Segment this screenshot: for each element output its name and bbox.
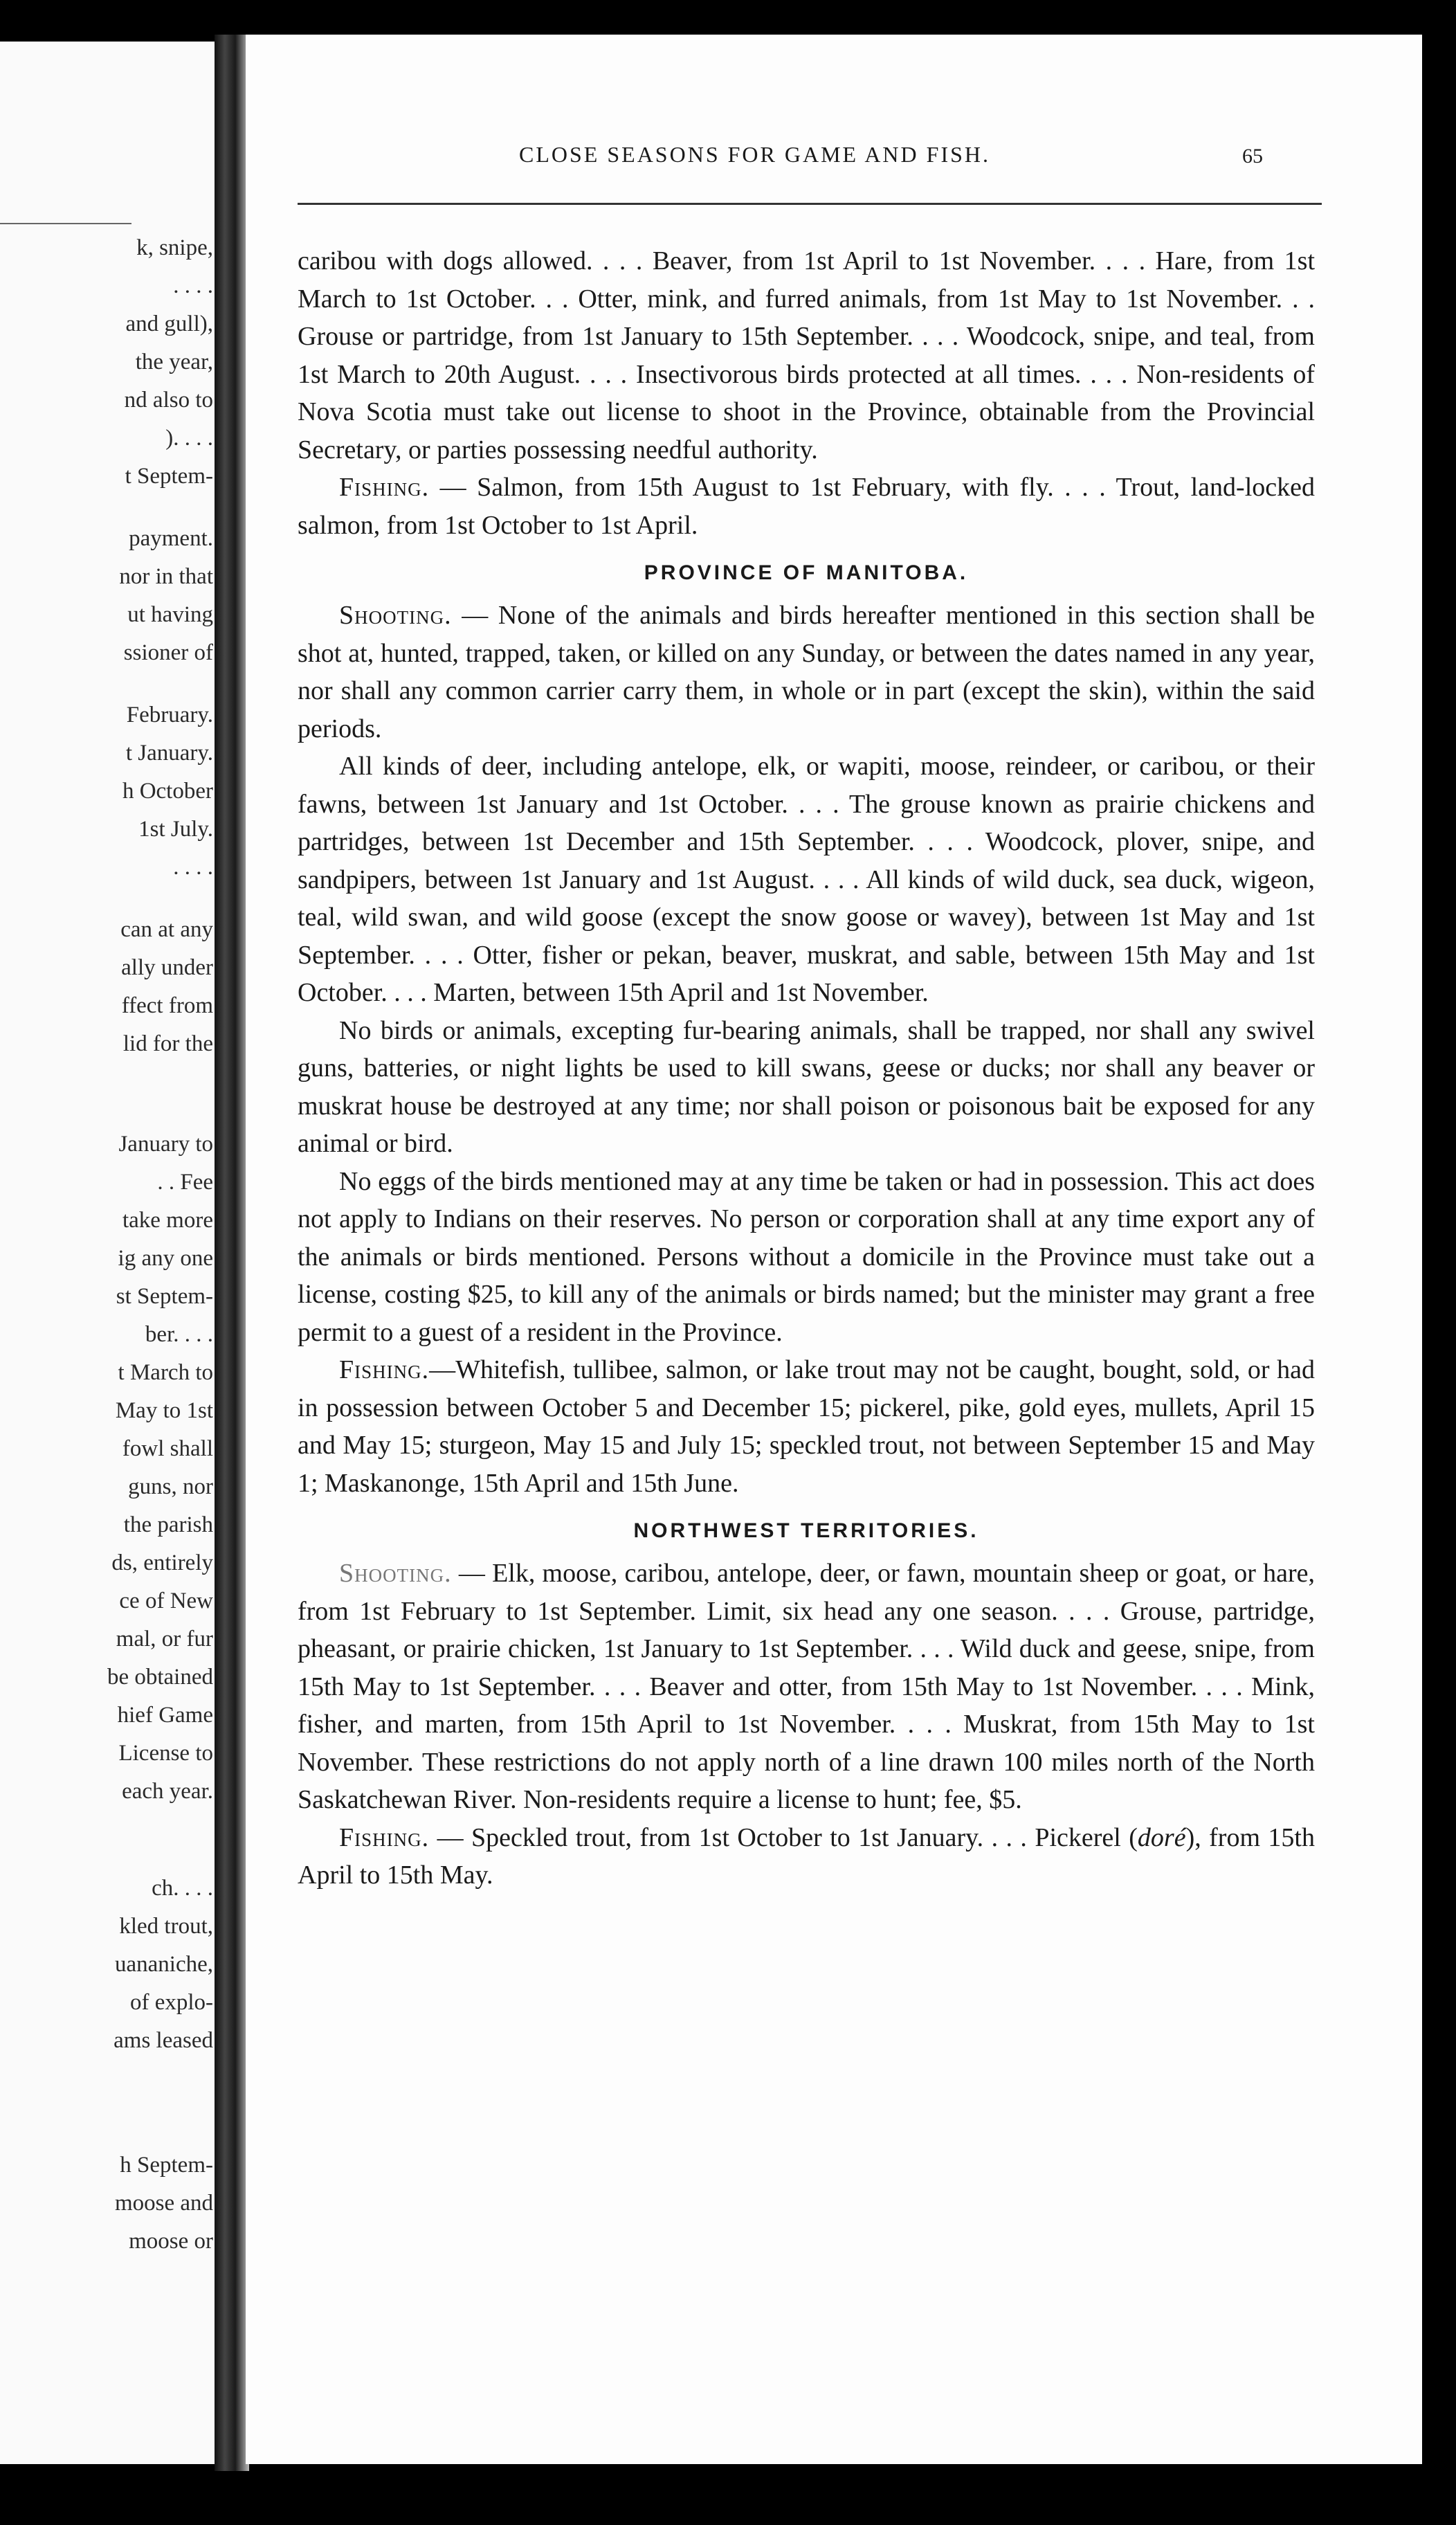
northwest-shooting xyxy=(298,1555,1315,1819)
facing-page-line: January to xyxy=(118,1132,213,1157)
facing-page-line: ber. . . . xyxy=(145,1322,213,1347)
facing-page-line: 1st July. xyxy=(138,817,213,842)
facing-page-line: ch. . . . xyxy=(152,1876,213,1901)
facing-page-line: can at any xyxy=(120,917,213,942)
facing-page-line: . . . . xyxy=(173,273,213,298)
facing-page-line: the year, xyxy=(135,350,213,374)
page-number: 65 xyxy=(1242,145,1263,168)
facing-page-line: kled trout, xyxy=(119,1914,213,1939)
facing-page-line: February. xyxy=(126,703,213,727)
facing-page-line: t March to xyxy=(118,1360,213,1385)
nova-scotia-fishing xyxy=(298,469,1315,544)
facing-page-line: be obtained xyxy=(107,1665,213,1690)
facing-page-line: mal, or fur xyxy=(116,1627,213,1651)
facing-page-line: ). . . . xyxy=(165,426,213,451)
shooting-text: — None of the animals and birds hereafter mentioned in this section shall be shot at, hunted, trapped, taken, or killed on any Sunday, or between the dates named in any year, nor shall any common carrier carry them, in whole or in part (except the skin), within the said periods. xyxy=(298,601,1316,743)
facing-page-line: take more xyxy=(122,1208,213,1233)
facing-page-line: the parish xyxy=(123,1512,213,1537)
facing-page-line: May to 1st xyxy=(115,1398,213,1423)
facing-page-line: ce of New xyxy=(119,1589,213,1613)
header-rule xyxy=(298,203,1322,205)
page xyxy=(246,35,1422,2464)
facing-page-line: ds, entirely xyxy=(111,1550,213,1575)
fishing-end: ), from 15th April to 15th May. xyxy=(298,1822,1315,1890)
facing-page-rule xyxy=(0,223,131,224)
facing-page-line: ig any one xyxy=(118,1246,213,1271)
facing-page-line: fowl shall xyxy=(122,1436,213,1461)
facing-page-line: License to xyxy=(118,1741,213,1766)
facing-page-line: of explo- xyxy=(129,1990,213,2015)
fishing-text: — Salmon, from 15th August to 1st February, with fly. . . . Trout, land-locked salmon, from 1st October to 1st April. xyxy=(298,473,1315,540)
manitoba-paragraph-2: All kinds of deer, including antelope, elk, or wapiti, moose, reindeer, or caribou, or their fawns, between 1st January and 1st October. . . . The grouse known as prairie chickens and partridges, between 1st December and 15th September. . . . Woodcock, plover, snipe, and sandpipers, between 1st January and 1st August. . . . All kinds of wild duck, sea duck, wigeon, teal, wild swan, and wild goose (except the snow goose or wavey), between 1st May and 1st September. . . . Otter, fisher or pekan, beaver, muskrat, and sable, between 15th May and 1st October. . . . Marten, between 15th April and 1st November. xyxy=(298,752,1315,1007)
facing-page-line: guns, nor xyxy=(128,1474,213,1499)
manitoba-shooting xyxy=(298,597,1315,748)
facing-page-line: ams leased xyxy=(113,2028,213,2053)
facing-page xyxy=(0,42,233,2464)
facing-page-line: hief Game xyxy=(117,1703,213,1728)
manitoba-heading: PROVINCE OF MANITOBA. xyxy=(644,561,969,584)
facing-page-line: t Septem- xyxy=(125,464,213,489)
facing-page-line: payment. xyxy=(129,526,213,551)
running-title: CLOSE SEASONS FOR GAME AND FISH. xyxy=(519,142,990,167)
fishing-text: —Whitefish, tullibee, salmon, or lake trout may not be caught, bought, sold, or had in possession between October 5 and December 15; pickerel, pike, gold eyes, mullets, April 15 and May 15; sturgeon, May 15 and July 15; speckled trout, not between September 15 and May 1; Maskanonge, 15th April and 15th June. xyxy=(298,1355,1315,1498)
facing-page-line: ut having xyxy=(127,602,213,627)
shooting-label: Shooting. xyxy=(339,601,452,630)
facing-page-line: h October xyxy=(122,779,213,804)
facing-page-line: each year. xyxy=(122,1779,213,1804)
facing-page-line: h Septem- xyxy=(120,2153,213,2178)
facing-page-line: and gull), xyxy=(125,311,213,336)
northwest-fishing xyxy=(298,1819,1315,1894)
shooting-label: Shooting. xyxy=(339,1559,452,1588)
facing-page-line: k, snipe, xyxy=(136,235,213,260)
running-header xyxy=(246,142,1284,177)
facing-page-line: moose or xyxy=(129,2229,213,2254)
fishing-italic: doré xyxy=(1137,1822,1186,1852)
book-gutter xyxy=(215,35,249,2471)
fishing-label: Fishing. xyxy=(339,1355,430,1384)
nova-scotia-paragraph: caribou with dogs allowed. . . . Beaver, from 1st April to 1st November. . . . Hare, from 1st March to 1st October. . . Otter, mink, and furred animals, from 1st May to 1st November. . . Grouse or partridge, from 1st January to 15th September. . . . Woodcock, snipe, and teal, from 1st March to 20th August. . . . Insectivorous birds protected at all times. . . . Non-residents of Nova Scotia must take out license to shoot in the Province, obtainable from the Provincial Secretary, or parties possessing needful authority. xyxy=(298,246,1315,464)
facing-page-line: ssioner of xyxy=(123,640,213,665)
facing-page-line: t January. xyxy=(125,741,213,766)
facing-page-line: . . Fee xyxy=(157,1170,213,1195)
manitoba-paragraph-4: No eggs of the birds mentioned may at any time be taken or had in possession. This act does not apply to Indians on their reserves. No person or corporation shall at any time export any of the animals or birds mentioned. Persons without a domicile in the Province must take out a license, costing $25, to kill any of the animals or birds named; but the minister may grant a free permit to a guest of a resident in the Province. xyxy=(298,1166,1315,1347)
northwest-heading: NORTHWEST TERRITORIES. xyxy=(633,1519,979,1542)
fishing-label: Fishing. xyxy=(339,473,430,502)
facing-page-line: ffect from xyxy=(121,993,213,1018)
manitoba-fishing xyxy=(298,1351,1315,1502)
facing-page-line: ally under xyxy=(121,955,213,980)
page-body xyxy=(298,242,1315,1894)
facing-page-line: st Septem- xyxy=(116,1284,213,1309)
fishing-text: — Speckled trout, from 1st October to 1st January. . . . Pickerel ( xyxy=(437,1822,1138,1852)
manitoba-paragraph-3: No birds or animals, excepting fur-bearing animals, shall be trapped, nor shall any swivel guns, batteries, or night lights be used to kill swans, geese or ducks; nor shall any beaver or muskrat house be destroyed at any time; nor shall poison or poisonous bait be exposed for any animal or bird. xyxy=(298,1015,1315,1158)
facing-page-line: . . . . xyxy=(173,855,213,880)
facing-page-line: lid for the xyxy=(122,1031,213,1056)
facing-page-line: uananiche, xyxy=(114,1952,213,1977)
facing-page-line: moose and xyxy=(114,2191,213,2216)
facing-page-line: nor in that xyxy=(119,564,213,589)
facing-page-line: nd also to xyxy=(124,388,213,413)
fishing-label: Fishing. xyxy=(339,1822,430,1852)
shooting-text: — Elk, moose, caribou, antelope, deer, or fawn, mountain sheep or goat, or hare, from 1st February to 1st September. Limit, six head any one season. . . . Grouse, partridge, pheasant, or prairie chicken, 1st January to 1st September. . . . Wild duck and geese, snipe, from 15th May to 1st September. . . . Beaver and otter, from 15th May to 1st November. . . . Mink, fisher, and marten, from 15th April to 1st November. . . . Muskrat, from 15th May to 1st November. These restrictions do not apply north of a line drawn 100 miles north of the North Saskatchewan River. Non-residents require a license to hunt; fee, $5. xyxy=(298,1559,1315,1814)
